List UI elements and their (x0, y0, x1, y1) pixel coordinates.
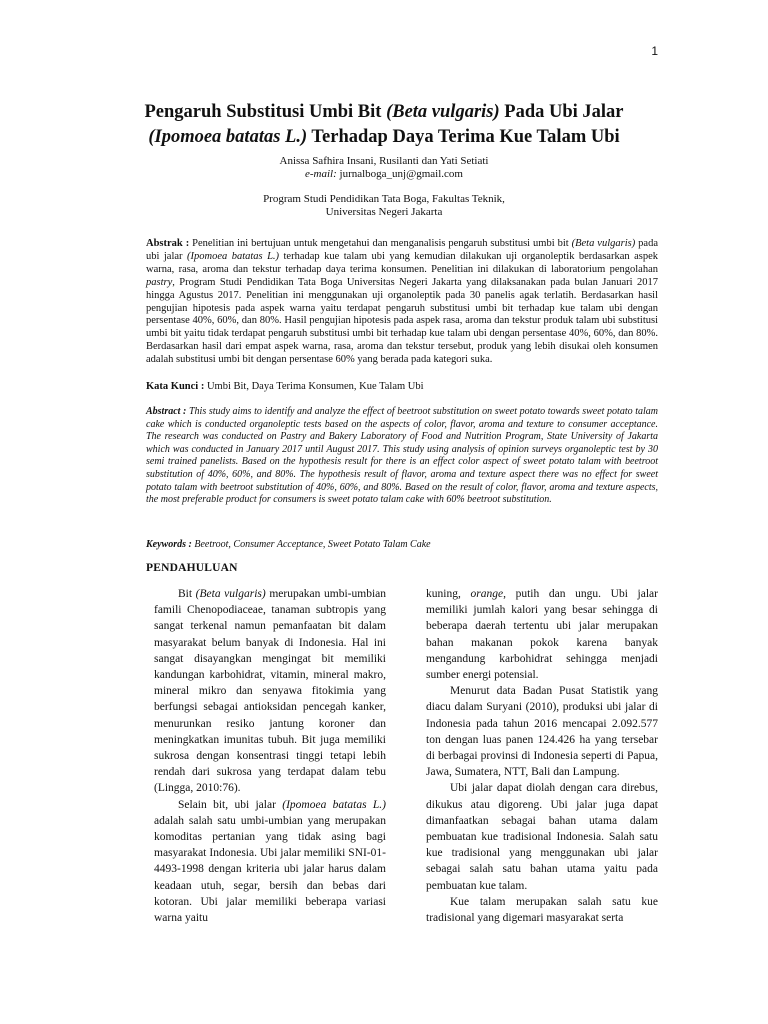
section-heading-pendahuluan: PENDAHULUAN (146, 562, 238, 574)
body-column-left (154, 586, 386, 926)
paragraph: Selain bit, ubi jalar (Ipomoea batatas L.) adalah salah satu umbi-umbian yang merupakan komoditas pertanian yang tidak asing bagi masyarakat Indonesia. Ubi jalar memiliki SNI-01-4493-1998 dengan kriteria ubi jalar harus dalam keadaan utuh, segar, bersih dan bebas dari kotoran. Ubi jalar memiliki beberapa variasi warna yaitu (154, 798, 386, 925)
paragraph: Menurut data Badan Pusat Statistik yang diacu dalam Suryani (2010), produksi ubi jalar di Indonesia pada tahun 2016 mencapai 2.092.577 ton dengan luas panen 124.426 ha yang tersebar di berbagai provinsi di Indonesia seperti di Papua, Jawa, Sumatera, NTT, Bali dan Lampung. (426, 685, 658, 779)
author-names: Anissa Safhira Insani, Rusilanti dan Yati Setiati (279, 155, 489, 167)
paper-title (100, 100, 668, 150)
paragraph: Kue talam merupakan salah satu kue tradisional yang digemari masyarakat serta (426, 895, 658, 925)
keywords-en-label: Keywords : (146, 539, 192, 550)
title-line-2: (Ipomoea batatas L.) Terhadap Daya Terima Kue Talam Ubi (148, 127, 620, 147)
keywords-indonesian: Kata Kunci : Umbi Bit, Daya Terima Konsumen, Kue Talam Ubi (146, 381, 424, 392)
affiliation: Program Studi Pendidikan Tata Boga, Fakultas Teknik, Universitas Negeri Jakarta (263, 193, 505, 218)
author-email: e-mail: jurnalboga_unj@gmail.com (305, 168, 463, 180)
paragraph: Ubi jalar dapat diolah dengan cara direbus, dikukus atau digoreng. Ubi jalar juga dapat dimanfaatkan sebagai bahan utama dalam pembuatan kue tradisional Indonesia. Salah satu kue tradisional yang menggunakan ubi jalar sebagai salah satu bahan utama yaitu pada pembuatan kue talam. (426, 782, 658, 892)
page-number: 1 (651, 44, 658, 58)
keywords-label: Kata Kunci : (146, 381, 205, 392)
paragraph: kuning, orange, putih dan ungu. Ubi jalar memiliki jumlah kalori yang besar sehingga di beberapa daerah tertentu ubi jalar merupakan bahan makanan pokok karena banyak mengandung karbohidrat sehingga menjadi sumber energi potensial. (426, 588, 658, 682)
abstract-label: Abstrak : (146, 238, 190, 249)
abstract-en-label: Abstract : (146, 406, 187, 417)
abstract-indonesian: Abstrak : Penelitian ini bertujuan untuk mengetahui dan menganalisis pengaruh substitusi umbi bit (Beta vulgaris) pada ubi jalar (Ipomoea batatas L.) terhadap kue talam ubi yang kemudian dilakukan uji organoleptik berdasarkan aspek warna, rasa, aroma dan tekstur terhadap daya terima konsumen. Penelitian ini dilakukan di laboratorium pengolahan pastry, Program Studi Pendidikan Tata Boga Universitas Negeri Jakarta yang dilaksanakan pada bulan Januari 2017 hingga Agustus 2017. Penelitian ini menggunakan uji organoleptik pada 30 panelis agak terlatih. Berdasarkan hasil pengujian hipotesis pada aspek warna yaitu terdapat pengaruh substitusi umbi bit terhadap kue talam ubi dengan persentase 40%, 60%, dan 80%. Hasil pengujian hipotesis pada aspek rasa, aroma dan tekstur produk talam ubi substitusi umbi bit yaitu tidak terdapat pengaruh substitusi umbi bit terhadap kue talam ubi dengan persentase 40%, 60%, dan 80%. Berdasarkan hasil dari empat aspek warna, rasa, aroma dan tekstur tersebut, produk yang lebih disukai oleh konsumen adalah substitusi umbi bit dengan persentase 60% yang berada pada kategori suka. (146, 238, 658, 366)
keywords-english: Keywords : Beetroot, Consumer Acceptance, Sweet Potato Talam Cake (146, 539, 431, 550)
paragraph: Bit (Beta vulgaris) merupakan umbi-umbian famili Chenopodiaceae, tanaman subtropis yang sangat terkenal namun pemanfaatan bit dalam masyarakat belum banyak di Indonesia. Hal ini sangat disayangkan mengingat bit memiliki kandungan karbohidrat, vitamin, mineral makro, mineral mikro dan senyawa fitokimia yang berfungsi sebagai antioksidan pencegah kanker, menurunkan resiko jantung koroner dan meningkatkan imunitas tubuh. Bit juga memiliki sukrosa dengan konsentrasi tinggi tetapi lebih rendah dari sukrosa yang terdapat dalam tebu (Lingga, 2010:76). (154, 588, 386, 795)
title-line-1: Pengaruh Substitusi Umbi Bit (Beta vulgaris) Pada Ubi Jalar (144, 102, 624, 122)
body-column-right (426, 586, 658, 926)
authors-block (100, 155, 668, 181)
abstract-english: Abstract : This study aims to identify and analyze the effect of beetroot substitution on sweet potato towards sweet potato talam cake which is conducted organoleptic tests based on the aspects of color, flavor, aroma and texture to consumer acceptance. The research was conducted on Pastry and Bakery Laboratory of Food and Nutrition Program, State University of Jakarta which was conducted in January 2017 until August 2017. This study using analysis of opinion surveys organoleptic test by 30 semi trained panelists. Based on the hypothesis result for there is an effect color aspect of sweet potato talam with beetroot substitution of 40%, 60%, and 80%. The hypothesis result of flavor, aroma and texture aspect there was no effect for sweet potato talam with beetroot substitution of 40%, 60%, and 80%. Based on the result of color, flavor, aroma and texture aspects, the most preferable product for consumers is sweet potato talam cake with 60% beetroot substitution. (146, 406, 658, 506)
